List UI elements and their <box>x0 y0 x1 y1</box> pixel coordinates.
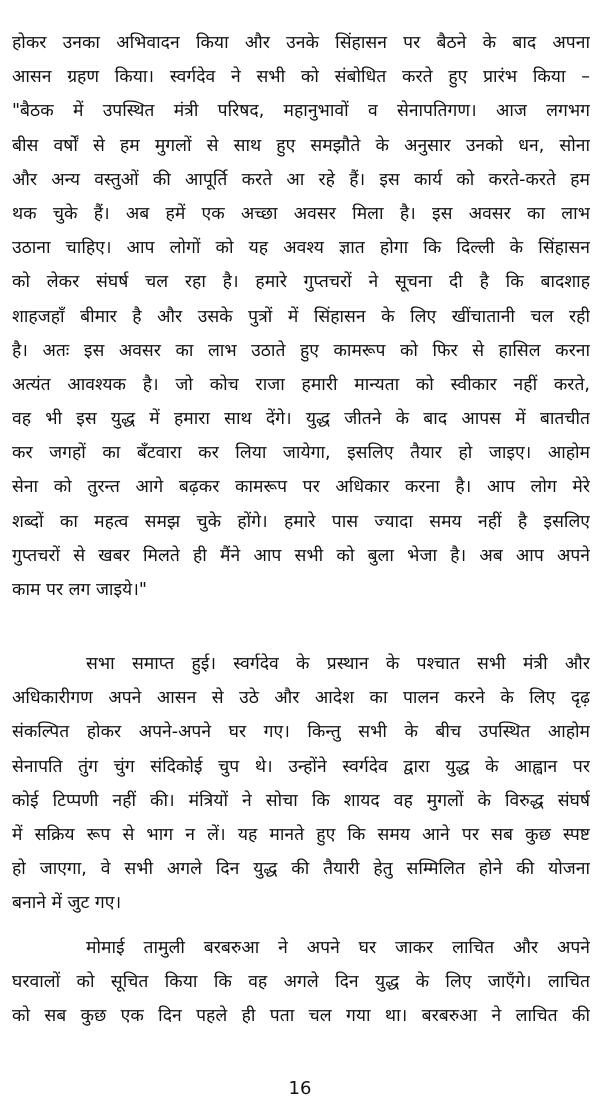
text-line: सेना को तुरन्त आगे बढ़कर कामरूप पर अधिकार करना है। आप लोग मेरे <box>12 477 590 498</box>
text-line: थक चुके हैं। अब हमें एक अच्छा अवसर मिला है। इस अवसर का लाभ <box>12 203 590 224</box>
text-line: अत्यंत आवश्यक है। जो कोच राजा हमारी मान्यता को स्वीकार नहीं करते, <box>12 374 590 395</box>
text-line: सभा समाप्त हुई। स्वर्गदेव के प्रस्थान के पश्चात सभी मंत्री और <box>86 654 590 674</box>
paragraph-assembly-ends <box>12 647 590 921</box>
text-line: है। अतः इस अवसर का लाभ उठाते हुए कामरूप को फिर से हासिल करना <box>12 340 590 361</box>
text-line: हो जाएगा, वे सभी अगले दिन युद्ध की तैयारी हेतु सम्मिलित होने की योजना <box>12 859 590 880</box>
text-line: घरवालों को सूचित किया कि वह अगले दिन युद्ध के लिए जाएँगे। लाचित <box>12 972 590 993</box>
text-line: शब्दों का महत्व समझ चुके होंगे। हमारे पास ज्यादा समय नहीं है इसलिए <box>12 511 590 532</box>
text-line: शाहजहाँ बीमार है और उसके पुत्रों में सिंहासन के लिए खींचातानी चल रही <box>12 306 590 327</box>
text-line: उठाना चाहिए। आप लोगों को यह अवश्य ज्ञात होगा कि दिल्ली के सिंहासन <box>12 238 590 259</box>
text-line: बनाने में जुट गए। <box>12 893 122 914</box>
paragraph-speech <box>12 26 590 607</box>
text-line: संकल्पित होकर अपने-अपने घर गए। किन्तु सभी के बीच उपस्थित आहोम <box>12 722 590 743</box>
page-number: 16 <box>288 1078 312 1099</box>
paragraph-momai-tamuli <box>12 931 590 1034</box>
text-line: "बैठक में उपस्थित मंत्री परिषद, महानुभावों व सेनापतिगण। आज लगभग <box>12 101 590 122</box>
text-line: कर जगहों का बँटवारा कर लिया जायेगा, इसलिए तैयार हो जाइए। आहोम <box>12 443 590 464</box>
text-line: अधिकारीगण अपने आसन से उठे और आदेश का पालन करने के लिए दृढ़ <box>12 688 590 709</box>
text-line: काम पर लग जाइये।" <box>12 580 147 600</box>
text-line: होकर उनका अभिवादन किया और उनके सिंहासन पर बैठने के बाद अपना <box>12 33 590 53</box>
text-line: और अन्य वस्तुओं की आपूर्ति करते आ रहे हैं। इस कार्य को करते-करते हम <box>12 169 590 190</box>
text-line: गुप्तचरों से खबर मिलते ही मैंने आप सभी को बुला भेजा है। अब आप अपने <box>12 545 590 566</box>
text-line: आसन ग्रहण किया। स्वर्गदेव ने सभी को संबोधित करते हुए प्रारंभ किया – <box>12 67 590 88</box>
text-line: वह भी इस युद्ध में हमारा साथ देंगे। युद्ध जीतने के बाद आपस में बातचीत <box>12 409 590 430</box>
text-line: बीस वर्षों से हम मुगलों से साथ हुए समझौते के अनुसार उनको धन, सोना <box>12 135 590 156</box>
text-line: कोई टिप्पणी नहीं की। मंत्रियों ने सोचा कि शायद वह मुगलों के विरुद्ध संघर्ष <box>12 790 590 811</box>
text-line: को लेकर संघर्ष चल रहा है। हमारे गुप्तचरों ने सूचना दी है कि बादशाह <box>12 272 590 293</box>
text-line: मोमाई तामुली बरबरुआ ने अपने घर जाकर लाचित और अपने <box>86 938 590 958</box>
text-line: में सक्रिय रूप से भाग न लें। यह मानते हुए कि समय आने पर सब कुछ स्पष्ट <box>12 824 590 845</box>
text-line: सेनापति तुंग चुंग संदिकोई चुप थे। उन्होंने स्वर्गदेव द्वारा युद्ध के आह्वान पर <box>12 756 590 777</box>
text-line: को सब कुछ एक दिन पहले ही पता चल गया था। बरबरुआ ने लाचित की <box>12 1006 590 1027</box>
